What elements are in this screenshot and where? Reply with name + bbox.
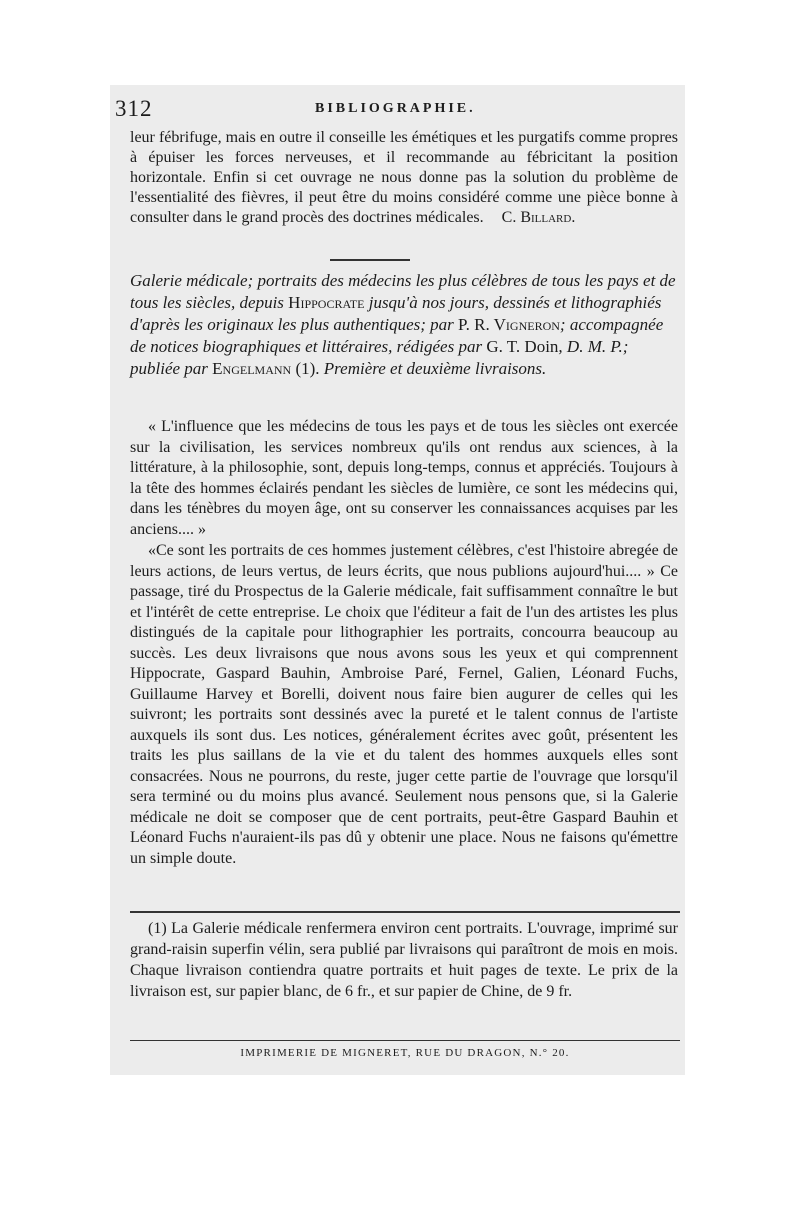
book-title-part2: jusqu'à nos jours, dessinés et lithographiés d'après les originaux les plus authentiques; par xyxy=(130,293,662,334)
printer-imprint: IMPRIMERIE DE MIGNERET, RUE DU DRAGON, N.° 20. xyxy=(240,1047,570,1059)
page-number: 312 xyxy=(115,96,153,121)
review-author: C. Billard. xyxy=(501,209,576,226)
book-title-part1: Galerie médicale; portraits des médecins les plus célèbres de tous les pays et de tous les siècles, depuis xyxy=(130,271,676,312)
book-title-entry xyxy=(130,270,678,380)
review-conclusion xyxy=(130,128,678,228)
book-publisher: Engelmann xyxy=(212,359,292,378)
paragraph-review: «Ce sont les portraits de ces hommes justement célèbres, c'est l'histoire abregée de leurs actions, de leurs vertus, de leurs écrits, que nous publions aujourd'hui.... » Ce passage, tiré du Prospectus de la Galerie médicale, fait suffisamment connaître le but et l'intérêt de cette entreprise. Le choix que l'éditeur a fait de l'un des artistes les plus distingués de la capitale pour lithographier les portraits, concourra beaucoup au succès. Les deux livraisons que nous avons sous les yeux et qui comprennent Hippocrate, Gaspard Bauhin, Ambroise Paré, Fernel, Galien, Léonard Fuchs, Guillaume Harvey et Borelli, doivent nous faire bien augurer de celles qui les suivront; les portraits sont dessinés avec la pureté et le talent connus de l'artiste auxquels ils sont dus. Les notices, généralement écrites avec goût, présentent les traits les plus saillans de la vie et du talent des hommes auxquels elles sont consacrées. Nous ne pourrons, du reste, juger cette partie de l'ouvrage que lorsqu'il sera terminé ou du moins plus avancé. Seulement nous pensons que, si la Galerie médicale ne doit se composer que de cent portraits, peut-être Gaspard Bauhin et Léonard Fuchs n'auraient-ils pas dû y obtenir une place. Nous ne faisons qu'émettre un simple doute. xyxy=(130,542,678,867)
section-divider xyxy=(330,259,410,261)
book-title-part3: ; accompagnée de notices biographiques et littéraires, rédigées par xyxy=(130,315,664,356)
running-head: BIBLIOGRAPHIE. xyxy=(315,101,476,116)
review-text: leur fébrifuge, mais en outre il conseille les émétiques et les purgatifs comme propres à épuiser les forces nerveuses, et il recommande au fébricitant la position horizontale. Enfin si cet ouvrage ne nous donne pas la solution du problème de l'essentialité des fièvres, il peut être du moins considéré comme une pièce bonne à consulter dans le grand procès des doctrines médicales. xyxy=(130,129,678,226)
book-title-part5: Première et deuxième livraisons. xyxy=(323,359,547,378)
book-hippocrate: Hippocrate xyxy=(288,293,365,312)
book-title-part4: , D. M. P.; publiée par xyxy=(130,337,629,378)
footnote-ref: (1). xyxy=(295,359,320,378)
book-author-doin: G. T. Doin xyxy=(486,337,559,356)
footnote-divider xyxy=(130,911,680,913)
book-author-vigneron: P. R. Vigneron xyxy=(458,315,560,334)
page-header xyxy=(115,96,680,122)
footnote: (1) La Galerie médicale renfermera environ cent portraits. L'ouvrage, imprimé sur grand-raisin superfin vélin, sera publié par livraisons qui paraîtront de mois en mois. Chaque livraison contiendra quatre portraits et huit pages de texte. Le prix de la livraison est, sur papier blanc, de 6 fr., et sur papier de Chine, de 9 fr. xyxy=(130,920,678,1000)
paragraph-quote: « L'influence que les médecins de tous les pays et de tous les siècles ont exercée sur la civilisation, les services nombreux qu'ils ont rendus aux sciences, à la littérature, à la philosophie, sont, depuis long-temps, connus et appréciés. Toujours à la tête des hommes éclairés pendant les siècles de lumière, ce sont les médecins qui, dans les ténèbres du moyen âge, ont su conserver les connaissances acquises par les anciens.... » xyxy=(130,418,678,538)
imprint-divider xyxy=(130,1040,680,1041)
